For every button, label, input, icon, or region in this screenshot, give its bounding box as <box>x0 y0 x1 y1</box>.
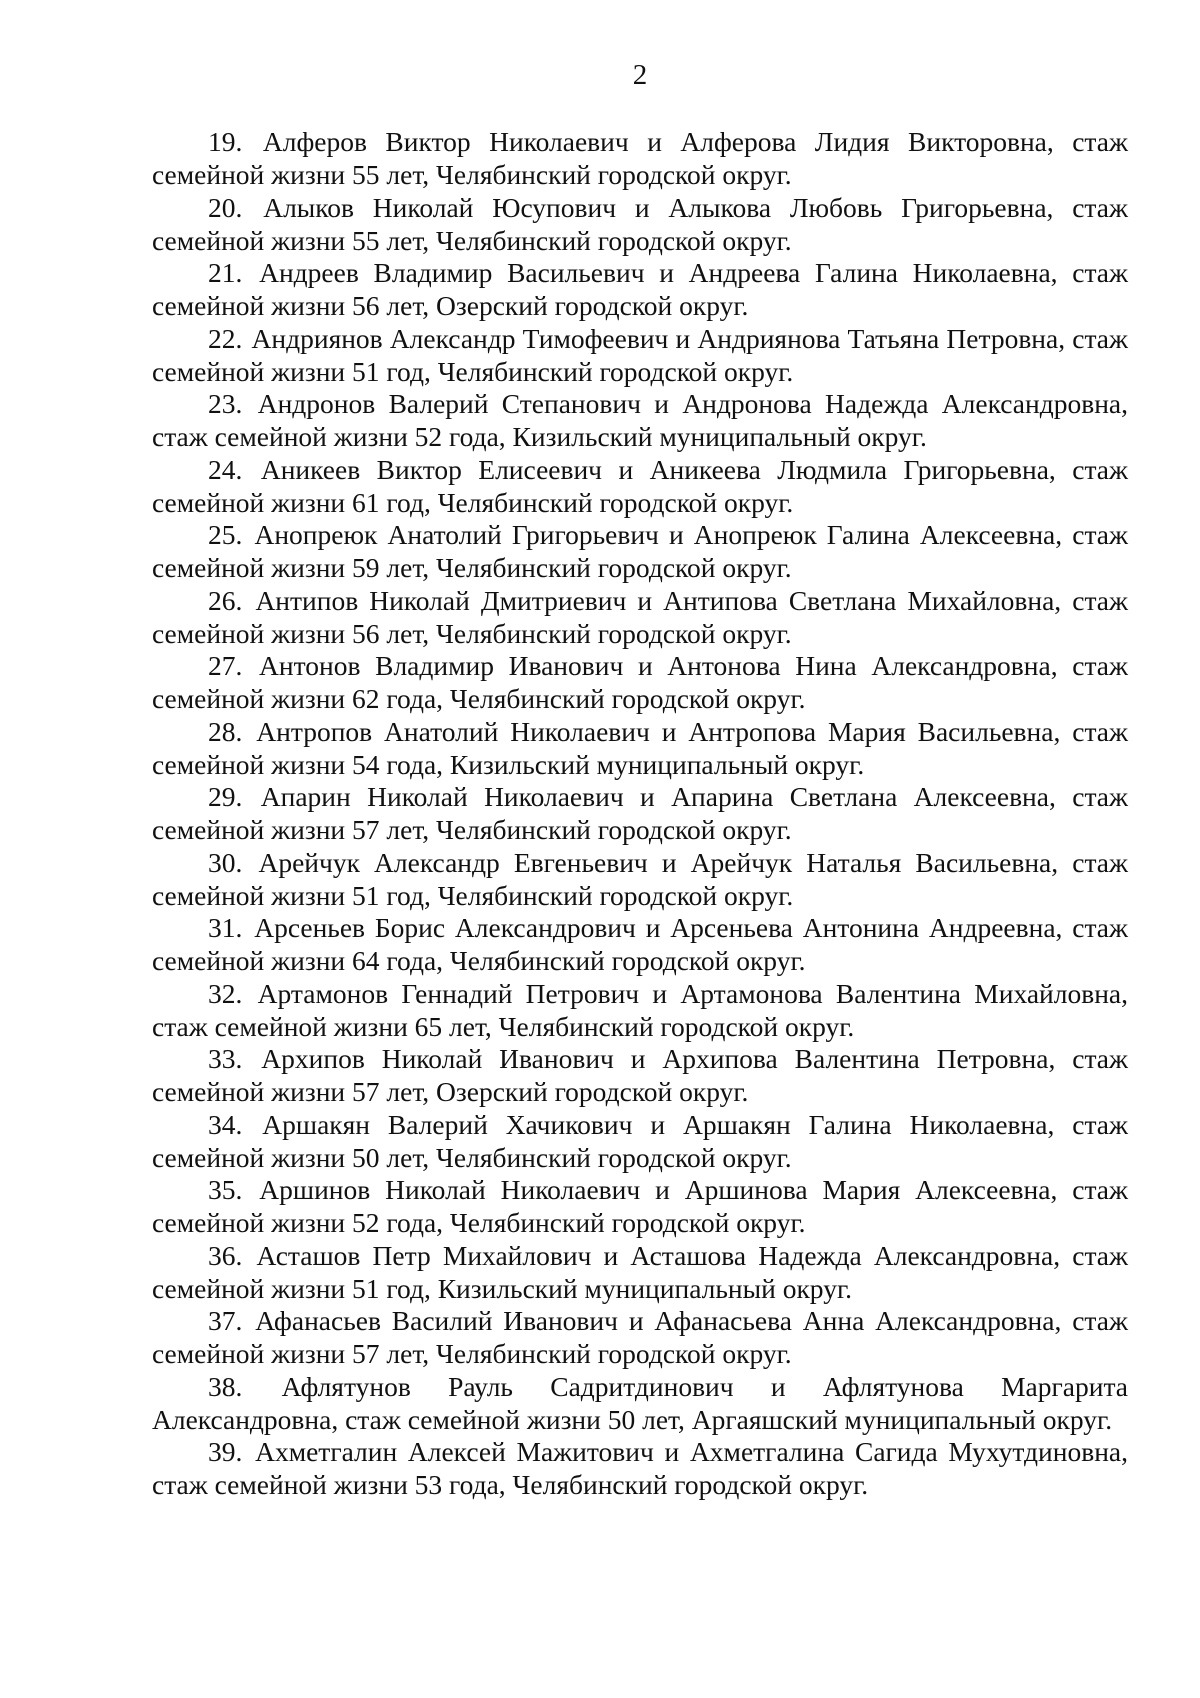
list-item-text: Апарин Николай Николаевич и Апарина Светлана Алексеевна, стаж семейной жизни 57 лет, Челябинский городской округ. <box>152 781 1129 845</box>
list-item <box>152 518 1128 584</box>
list-item <box>152 1173 1128 1239</box>
list-item-text: Алыков Николай Юсупович и Алыкова Любовь Григорьевна, стаж семейной жизни 55 лет, Челябинский городской округ. <box>152 191 1128 256</box>
list-item-number: 27. <box>208 650 243 681</box>
page-number: 2 <box>632 59 648 91</box>
list-item <box>152 780 1128 846</box>
list-item-number: 30. <box>208 846 243 878</box>
list-item-number: 35. <box>208 1174 243 1205</box>
list-item-text: Антонов Владимир Иванович и Антонова Нина Александровна, стаж семейной жизни 62 года, Челябинский городской округ. <box>152 650 1128 714</box>
list-item-number: 32. <box>208 977 243 1009</box>
list-item-number: 23. <box>208 388 243 419</box>
list-item-number: 22. <box>208 322 243 354</box>
list-item <box>152 649 1128 715</box>
list-item-text: Аршакян Валерий Хачикович и Аршакян Галина Николаевна, стаж семейной жизни 50 лет, Челябинский городской округ. <box>152 1108 1129 1173</box>
list-item-text: Аникеев Виктор Елисеевич и Аникеева Людмила Григорьевна, стаж семейной жизни 61 год, Челябинский городской округ. <box>152 453 1129 518</box>
list-item-number: 36. <box>208 1239 243 1271</box>
list-item <box>152 125 1128 191</box>
list-item-text: Алферов Виктор Николаевич и Алферова Лидия Викторовна, стаж семейной жизни 55 лет, Челябинский городской округ. <box>152 126 1128 190</box>
list-item-number: 28. <box>208 715 243 747</box>
list-item <box>152 322 1128 388</box>
list-item-text: Аршинов Николай Николаевич и Аршинова Мария Алексеевна, стаж семейной жизни 52 года, Челябинский городской округ. <box>152 1174 1128 1238</box>
list-item <box>152 977 1128 1043</box>
list-item-number: 33. <box>208 1043 243 1074</box>
list-item <box>152 1435 1128 1501</box>
list-item-text: Афлятунов Рауль Садритдинович и Афлятунова Маргарита Александровна, стаж семейной жизни 50 лет, Аргаяшский муниципальный округ. <box>152 1370 1129 1435</box>
list-item <box>152 911 1128 977</box>
list-item-number: 19. <box>208 126 243 157</box>
list-item-text: Арсеньев Борис Александрович и Арсеньева Антонина Андреевна, стаж семейной жизни 64 года, Челябинский городской округ. <box>152 912 1129 976</box>
list-item <box>152 1042 1128 1108</box>
list-item <box>152 1304 1128 1370</box>
list-item <box>152 584 1128 650</box>
list-item-number: 31. <box>208 912 243 943</box>
list-item-text: Анопреюк Анатолий Григорьевич и Анопреюк Галина Алексеевна, стаж семейной жизни 59 лет, Челябинский городской округ. <box>152 519 1128 583</box>
list-item-number: 34. <box>208 1108 243 1140</box>
list-item <box>152 1239 1128 1305</box>
list-item-number: 21. <box>208 257 243 288</box>
list-item <box>152 846 1128 912</box>
list-item <box>152 715 1128 781</box>
list-item-text: Андреев Владимир Васильевич и Андреева Галина Николаевна, стаж семейной жизни 56 лет, Озерский городской округ. <box>152 257 1129 321</box>
list-item-number: 26. <box>208 584 243 616</box>
list-item <box>152 191 1128 257</box>
list-item <box>152 1370 1128 1436</box>
list-item-text: Антипов Николай Дмитриевич и Антипова Светлана Михайловна, стаж семейной жизни 56 лет, Челябинский городской округ. <box>152 584 1128 649</box>
list-item-number: 20. <box>208 191 243 223</box>
list-item <box>152 387 1128 453</box>
list-item-text: Ахметгалин Алексей Мажитович и Ахметгалина Сагида Мухутдиновна, стаж семейной жизни 53 года, Челябинский городской округ. <box>152 1436 1128 1500</box>
list-item-number: 24. <box>208 453 243 485</box>
list-item-text: Артамонов Геннадий Петрович и Артамонова Валентина Михайловна, стаж семейной жизни 65 лет, Челябинский городской округ. <box>152 977 1129 1042</box>
list-item-text: Арейчук Александр Евгеньевич и Арейчук Наталья Васильевна, стаж семейной жизни 51 год, Челябинский городской округ. <box>152 846 1129 911</box>
list-item-number: 39. <box>208 1436 243 1467</box>
list-item <box>152 256 1128 322</box>
list-item <box>152 1108 1128 1174</box>
list-item-text: Антропов Анатолий Николаевич и Антропова Мария Васильевна, стаж семейной жизни 54 года, Кизильский муниципальный округ. <box>152 715 1129 780</box>
list-item-text: Андронов Валерий Степанович и Андронова Надежда Александровна, стаж семейной жизни 52 года, Кизильский муниципальный округ. <box>152 388 1129 452</box>
list-item-number: 25. <box>208 519 243 550</box>
list-item-number: 38. <box>208 1370 243 1402</box>
list-item-text: Андриянов Александр Тимофеевич и Андриянова Татьяна Петровна, стаж семейной жизни 51 год, Челябинский городской округ. <box>152 322 1129 387</box>
list-item-text: Архипов Николай Иванович и Архипова Валентина Петровна, стаж семейной жизни 57 лет, Озерский городской округ. <box>152 1043 1129 1107</box>
award-list <box>152 125 1128 1501</box>
list-item-number: 37. <box>208 1305 243 1336</box>
list-item <box>152 453 1128 519</box>
list-item-text: Афанасьев Василий Иванович и Афанасьева Анна Александровна, стаж семейной жизни 57 лет, Челябинский городской округ. <box>152 1305 1128 1369</box>
list-item-number: 29. <box>208 781 243 812</box>
list-item-text: Асташов Петр Михайлович и Асташова Надежда Александровна, стаж семейной жизни 51 год, Кизильский муниципальный округ. <box>152 1239 1129 1304</box>
